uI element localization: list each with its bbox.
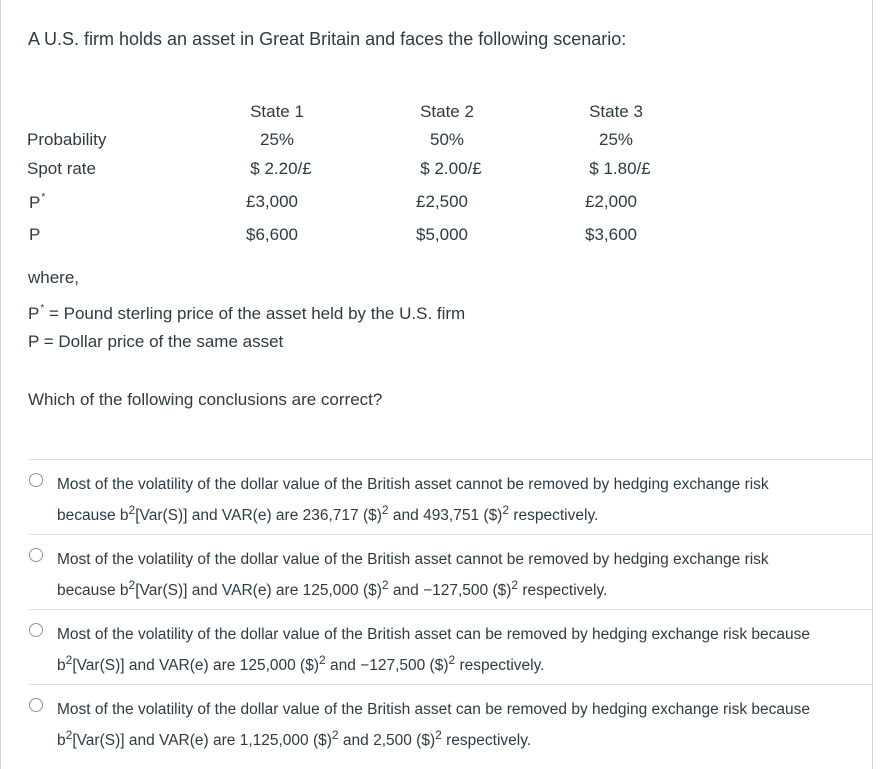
table-cell: £2,500 <box>416 192 468 211</box>
row-label-spot-rate: Spot rate <box>27 159 96 178</box>
question-prompt: Which of the following conclusions are correct? <box>28 390 383 409</box>
definition-p-star: P* = Pound sterling price of the asset held by the U.S. firm <box>28 303 466 323</box>
radio-button[interactable] <box>29 548 43 562</box>
row-label-p: P <box>29 225 41 244</box>
table-header-state-3: State 3 <box>589 102 643 121</box>
answer-list <box>29 459 872 759</box>
row-label-probability: Probability <box>27 130 107 149</box>
table-cell: £2,000 <box>585 192 637 211</box>
answer-text: Most of the volatility of the dollar value of the British asset can be removed by hedging exchange risk because $b^2[Var(S)]$ and VAR(e) are 125,000 ($)$^2$ and −127,500 ($)$^2$ respectively. <box>57 626 811 674</box>
table-cell: $3,600 <box>585 225 637 244</box>
table-header-state-1: State 1 <box>250 102 304 121</box>
radio-button[interactable] <box>29 473 43 487</box>
radio-button[interactable] <box>29 623 43 637</box>
table-cell: $5,000 <box>416 225 468 244</box>
table-cell: $ 1.80/£ <box>589 159 651 178</box>
answer-text: Most of the volatility of the dollar value of the British asset can be removed by hedging exchange risk because $b^2[Var(S)]$ and VAR(e) are 1,125,000 ($)$^2$ and 2,500 ($)$^2$ respectively. <box>57 701 811 749</box>
answer-option-3[interactable] <box>29 609 872 684</box>
answer-option-4[interactable] <box>29 684 872 759</box>
table-cell: $ 2.00/£ <box>420 159 482 178</box>
table-cell: $6,600 <box>246 225 298 244</box>
table-header-state-2: State 2 <box>420 102 474 121</box>
table-cell: 50% <box>429 130 465 149</box>
row-label-p-star: P* <box>29 192 46 212</box>
question-intro: A U.S. firm holds an asset in Great Britain and faces the following scenario: <box>28 29 627 49</box>
table-cell: 25% <box>598 130 634 149</box>
answer-option-1[interactable] <box>29 459 872 534</box>
table-cell: £3,000 <box>246 192 298 211</box>
answer-text: Most of the volatility of the dollar value of the British asset cannot be removed by hedging exchange risk because $b^2[Var(S)]$ and VAR(e) are 236,717 ($)$^2$ and 493,751 ($)$^2$ respectively. <box>57 476 769 524</box>
table-cell: 25% <box>259 130 295 149</box>
definition-p: P = Dollar price of the same asset <box>28 332 284 351</box>
radio-button[interactable] <box>29 698 43 712</box>
answer-option-2[interactable] <box>29 534 872 609</box>
where-label: where, <box>28 268 80 287</box>
table-cell: $ 2.20/£ <box>250 159 312 178</box>
answer-text: Most of the volatility of the dollar value of the British asset cannot be removed by hedging exchange risk because $b^2[Var(S)]$ and VAR(e) are 125,000 ($)$^2$ and −127,500 ($)$^2$ respectively. <box>57 551 769 599</box>
